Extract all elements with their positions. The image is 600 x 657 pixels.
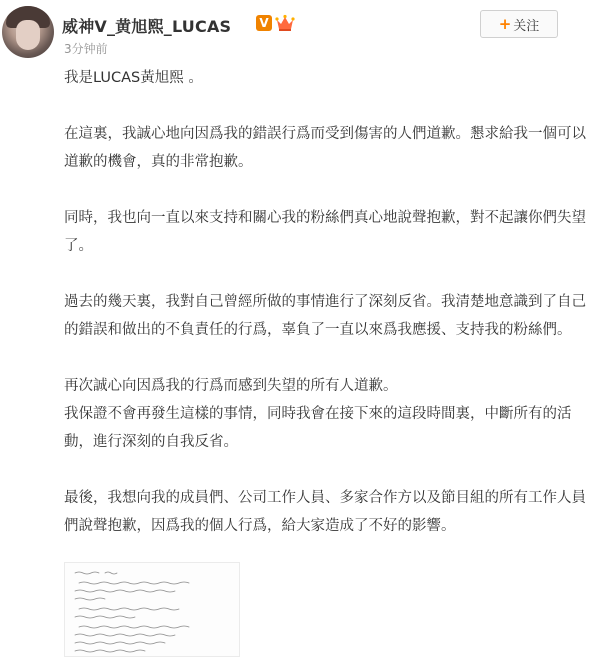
follow-button[interactable]	[480, 10, 558, 38]
post-paragraph: 同時，我也向一直以來支持和關心我的粉絲們真心地說聲抱歉，對不起讓你們失望了。	[64, 210, 586, 254]
follow-button-label: 关注	[513, 18, 540, 34]
post-paragraph: 我是LUCAS黃旭熙 。	[64, 70, 203, 86]
plus-icon: +	[498, 15, 512, 33]
crown-badge-icon	[275, 14, 295, 32]
post-paragraph: 過去的幾天裏，我對自己曾經所做的事情進行了深刻反省。我清楚地意識到了自己的錯誤和做出的不負責任的行爲，辜負了一直以來爲我應援、支持我的粉絲們。	[64, 294, 586, 338]
handwritten-letter-scribbles	[65, 563, 240, 657]
post-body	[64, 64, 590, 596]
post-paragraph: 再次誠心向因爲我的行爲而感到失望的所有人道歉。	[64, 378, 398, 394]
username[interactable]: 威神V_黄旭熙_LUCAS	[62, 17, 232, 36]
handwritten-letter-image[interactable]	[64, 562, 240, 657]
post-paragraph: 我保證不會再發生這樣的事情，同時我會在接下來的這段時間裏，中斷所有的活動，進行深刻的自我反省。	[64, 406, 572, 450]
user-avatar[interactable]	[2, 6, 54, 58]
post-header	[0, 0, 600, 70]
verified-v-icon: V	[256, 15, 272, 31]
post-paragraph: 在這裏，我誠心地向因爲我的錯誤行爲而受到傷害的人們道歉。懇求給我一個可以道歉的機會，真的非常抱歉。	[64, 126, 586, 170]
avatar-face	[16, 20, 40, 50]
post-timestamp[interactable]: 3分钟前	[64, 42, 108, 56]
post-paragraph: 最後，我想向我的成員們、公司工作人員、多家合作方以及節目組的所有工作人員們說聲抱歉，因爲我的個人行爲，給大家造成了不好的影響。	[64, 490, 586, 534]
